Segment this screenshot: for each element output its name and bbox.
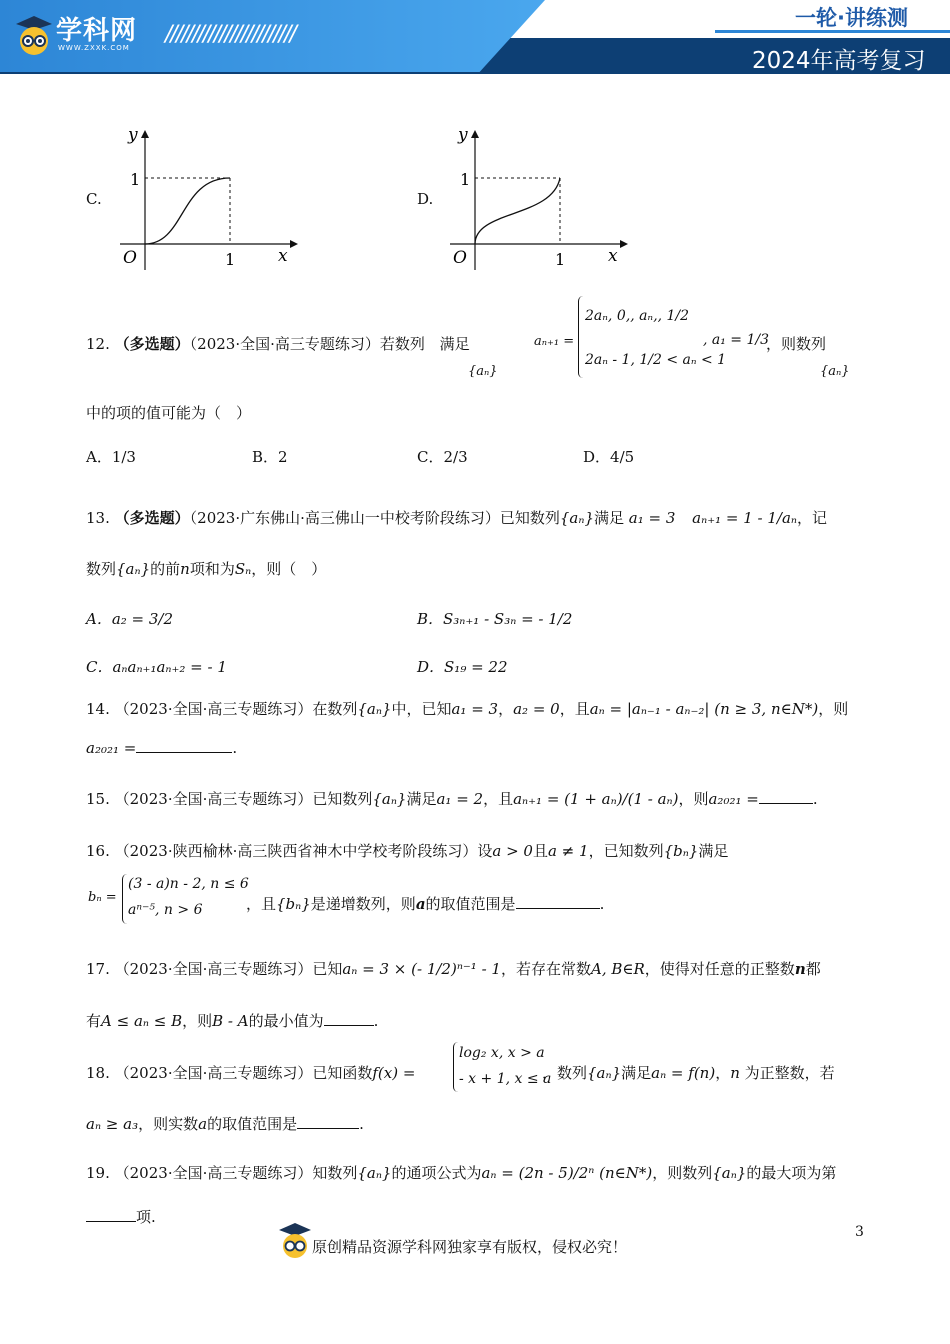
question-number: 19. [86,1164,110,1182]
text: 的取值范围是 [207,1115,298,1133]
seq-symbol: {aₙ} [357,1164,392,1182]
q12-option-d: D．4/5 [583,448,635,466]
text: 的最小值为 [248,1012,324,1030]
q13-line2 [86,558,326,579]
question-number: 16. [86,842,110,860]
question-source: （2023·全国·高三专题练习）已知 [114,960,343,978]
text: 数列 [86,560,117,578]
text: 的前 [150,560,181,578]
logo-url: WWW.ZXXK.COM [58,44,130,52]
seq-symbol: {aₙ} [468,364,498,379]
text: ，数列 [542,1064,588,1082]
year-title: 2024年高考复习 [752,48,926,74]
relation: aₙ = f(n) [651,1064,716,1082]
q18-tail: ，数列{aₙ}满足aₙ = f(n)，n 为正整数，若 [542,1064,835,1082]
q17-line2: 有A ≤ aₙ ≤ B，则B - A的最小值为 . [86,1012,379,1030]
question-14: 14. （2023·全国·高三专题练习）在数列{aₙ}中，已知a₁ = 3，a₂ = 0，且aₙ = |aₙ₋₁ - aₙ₋₂| (n ≥ 3, n∈N*)，则 [86,700,849,718]
answer-blank [759,789,813,804]
text: 的最大项为第 [746,1164,837,1182]
question-number: 15. [86,790,110,808]
brace [453,1042,458,1092]
var-a: a [198,1115,208,1133]
seq-symbol: {bₙ} [663,842,699,860]
question-12 [86,333,470,354]
page-number: 3 [855,1224,864,1240]
a2: a₂ = 0 [513,700,560,718]
question-number: 18. [86,1064,110,1082]
question-source: （2023·广东佛山·高三佛山一中校考阶段练习）已知数列 [189,509,560,527]
x-one-label: 1 [555,250,566,269]
q19-line2 [86,1206,156,1227]
text: ，且 [559,700,590,718]
text: ，已知数列 [588,842,664,860]
seq-symbol: {aₙ} [116,560,151,578]
y-one-label: 1 [460,170,471,189]
question-13 [86,507,827,528]
text: 满足 [621,1064,652,1082]
seq-symbol: {aₙ} [372,790,407,808]
case-1: log₂ x, x > a [459,1045,545,1061]
ask: a₂₀₂₁ = [86,739,137,757]
text: ，若存在常数 [500,960,591,978]
text: 都 [805,960,821,978]
init: a₁ = 3 [628,509,676,527]
diff: B - A [212,1012,249,1030]
seq-symbol: {aₙ} [712,1164,747,1182]
mid-text: 满足 [593,509,624,527]
q12-line2: 中的项的值可能为（ ） [86,404,252,422]
tail: ，则数列 [766,335,827,353]
recurrence: aₙ₊₁ = (1 + aₙ)/(1 - aₙ) [513,790,679,808]
q16-line2: ，且{bₙ}是递增数列，则a的取值范围是 . [246,895,605,913]
text: 项和为 [189,560,235,578]
text: ，且 [246,895,277,913]
text: 且 [532,842,548,860]
brace [578,296,583,378]
x-axis-label: x [608,246,618,266]
question-17 [86,958,821,979]
inequality: aₙ ≥ a₃ [86,1115,139,1133]
q12-option-c: C．2/3 [417,448,468,466]
mascot-icon [14,14,54,56]
x-one-label: 1 [225,250,236,269]
text: 满足 [406,790,437,808]
question-19 [86,1162,836,1183]
text: 的通项公式为 [391,1164,482,1182]
q18-line2: aₙ ≥ a₃，则实数a的取值范围是 . [86,1115,364,1133]
text: ，且 [483,790,514,808]
brace [122,874,127,924]
question-source: （2023·陕西榆林·高三陕西省神木中学校考阶段练习）设 [114,842,493,860]
answer-blank [86,1207,136,1222]
tail: ，记 [797,509,828,527]
text: 的取值范围是 [425,895,516,913]
q13-option-d: D．S₁₉ = 22 [417,658,508,676]
answer-blank [324,1011,374,1026]
footer-copyright: 原创精品资源学科网独家享有版权，侵权必究！ [312,1238,628,1256]
recurrence: aₙ₊₁ = 1 - 1/aₙ [692,509,797,527]
question-18 [86,1062,415,1083]
seq-symbol: {bₙ} [276,895,311,913]
option-c-label: C. [86,190,102,208]
var-n: n [730,1064,740,1082]
footer-mascot-icon [278,1222,312,1260]
cond1: a > 0 [492,842,533,860]
option-d-label: D. [417,190,434,208]
text: ，则 [818,700,849,718]
cond-text: 满足 [439,335,470,353]
question-number: 12. [86,335,110,353]
text: 是递增数列，则 [310,895,416,913]
sum-symbol: Sₙ [234,560,252,578]
question-number: 17. [86,960,110,978]
a1: a₁ = 2 [436,790,484,808]
fx: f(x) = [372,1064,416,1082]
question-source: （2023·全国·高三专题练习）已知函数 [114,1064,373,1082]
answer-blank [297,1114,359,1129]
q13-option-a: A．a₂ = 3/2 [86,610,174,628]
rec-lhs: aₙ₊₁ = [534,334,575,349]
seq-symbol: {aₙ} [559,509,594,527]
header-stripes: //////////////////////// [165,22,295,47]
text: 有 [86,1012,102,1030]
cond2: a ≠ 1 [547,842,589,860]
expression: aₙ = 3 × (- 1/2)ⁿ⁻¹ - 1 [342,960,501,978]
text: ，使得对任意的正整数 [644,960,795,978]
y-one-label: 1 [130,170,141,189]
graph-d [440,118,630,273]
constants: A, B∈R [591,960,645,978]
y-axis-label: y [458,125,468,145]
recurrence: aₙ = |aₙ₋₁ - aₙ₋₂| (n ≥ 3, n∈N*) [589,700,819,718]
question-tag: （多选题） [114,335,190,353]
bn-lhs: bₙ = [88,890,117,905]
answer-blank [516,894,600,909]
text: ，则 [182,1012,213,1030]
var-a: a [415,895,426,913]
y-axis-label: y [128,125,138,145]
text: 项. [136,1208,156,1226]
a1: a₁ = 3 [451,700,499,718]
text: ，则实数 [138,1115,199,1133]
case-2: - x + 1, x ≤ a [459,1071,552,1087]
q12-option-b: B．2 [252,448,288,466]
text: ，则（ ） [251,560,327,578]
text: 为正整数，若 [744,1064,835,1082]
seq-symbol: {aₙ} [587,1064,622,1082]
q13-option-c: C．aₙaₙ₊₁aₙ₊₂ = - 1 [86,658,227,676]
logo-text: 学科网 [56,16,138,46]
text: ，则数列 [652,1164,713,1182]
question-source: （2023·全国·高三专题练习）已知数列 [114,790,373,808]
graph-c [110,118,300,273]
q13-option-b: B．S₃ₙ₊₁ - S₃ₙ = - 1/2 [417,610,573,628]
question-15: 15. （2023·全国·高三专题练习）已知数列{aₙ}满足a₁ = 2，且aₙ₊₁ = (1 + aₙ)/(1 - aₙ)，则a₂₀₂₁ = . [86,790,818,808]
var-n: n [180,560,190,578]
origin-label: O [123,248,137,268]
question-number: 13. [86,509,110,527]
text: 中，已知 [391,700,452,718]
seq-symbol: {aₙ} [357,700,392,718]
q12-option-a: A．1/3 [86,448,136,466]
x-axis-label: x [278,246,288,266]
question-16 [86,840,728,861]
ask: a₂₀₂₁ = [708,790,759,808]
question-tag: （多选题） [114,509,190,527]
case-2: aⁿ⁻⁵, n > 6 [128,902,203,918]
q14-line2: a₂₀₂₁ = . [86,739,238,757]
question-source: （2023·全国·高三专题练习）在数列 [114,700,358,718]
series-title: 一轮·讲练测 [795,6,908,30]
case-2: 2aₙ - 1, 1/2 < aₙ < 1 [585,352,727,368]
expression: aₙ = (2n - 5)/2ⁿ (n∈N*) [481,1164,653,1182]
inequality: A ≤ aₙ ≤ B [101,1012,183,1030]
question-number: 14. [86,700,110,718]
origin-label: O [453,248,467,268]
text: 满足 [698,842,729,860]
init: , a₁ = 1/3 [703,332,770,348]
seq-symbol-2: {aₙ} [820,364,850,379]
var-n: n [794,960,806,978]
answer-blank [136,738,232,753]
case-1: (3 - a)n - 2, n ≤ 6 [128,876,249,892]
question-source: （2023·全国·高三专题练习）知数列 [114,1164,358,1182]
series-underline [715,30,950,33]
text: ，则 [678,790,709,808]
case-1: 2aₙ, 0‚‚ aₙ‚‚ 1/2 [585,308,689,324]
question-source: （2023·全国·高三专题练习）若数列 [189,335,425,353]
